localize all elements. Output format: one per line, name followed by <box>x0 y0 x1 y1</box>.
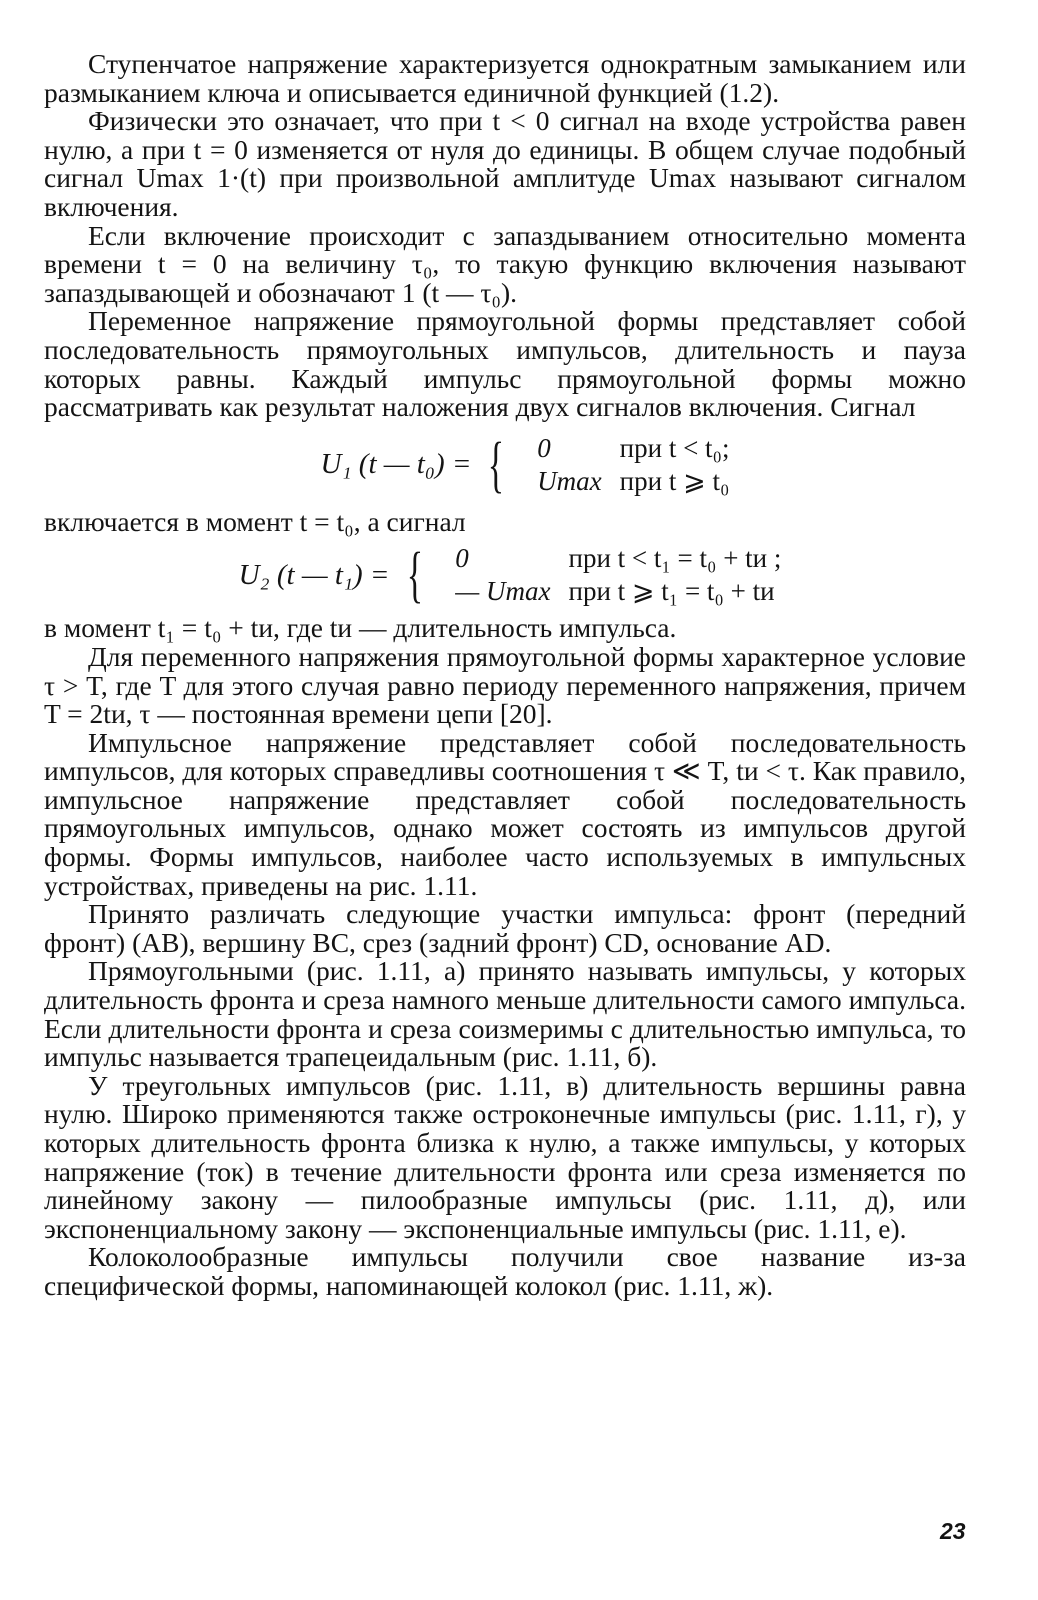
formula-lhs: U₁ (t — t₀) = <box>320 448 472 481</box>
case-condition: при t < t₀; <box>619 432 730 463</box>
formula-cases <box>517 433 729 497</box>
page-number: 23 <box>940 1518 966 1544</box>
formula-brace: { <box>406 541 423 610</box>
paragraph: включается в момент t = t₀, а сигнал <box>44 505 466 537</box>
page-body <box>44 50 966 1301</box>
paragraph: Импульсное напряжение представляет собой последовательность импульсов, для которых справедливы соотношения τ ≪ T, tи < τ. Как правило, импульсное напряжение представляет собой последовательность прямоугольных импульсов, однако может состоять из импульсов другой формы. Формы импульсов, наиболее часто используемых в импульсных устройствах, приведены на рис. 1.11. <box>44 726 966 901</box>
case-condition: при t ⩾ t₁ = t₀ + tи <box>568 576 775 607</box>
paragraph: Принято различать следующие участки импульса: фронт (передний фронт) (AB), вершину BC, срез (задний фронт) CD, основание AD. <box>44 898 966 958</box>
paragraph: в момент t₁ = t₀ + tи, где tи — длительность импульса. <box>44 612 677 644</box>
paragraph: Если включение происходит с запаздыванием относительно момента времени t = 0 на величину τ₀, то такую функцию включения называют запаздывающей и обозначают 1 (t — τ₀). <box>44 219 966 308</box>
formula-brace: { <box>488 430 505 499</box>
formula-cases <box>435 543 781 607</box>
case-value: 0 <box>455 543 469 574</box>
paragraph: Переменное напряжение прямоугольной формы представляет собой последовательность прямоугольных импульсов, длительность и пауза которых равны. Каждый импульс прямоугольной формы можно рассматривать как результат наложения двух сигналов включения. Сигнал <box>44 305 966 423</box>
case-condition: при t ⩾ t₀ <box>619 465 730 496</box>
formula-lhs: U₂ (t — t₁) = <box>238 559 390 592</box>
paragraph: Физически это означает, что при t < 0 сигнал на входе устройства равен нулю, а при t = 0 изменяется от нуля до единицы. В общем случае подобный сигнал Umax 1·(t) при произвольной амплитуде Umax называют сигналом включения. <box>44 105 966 222</box>
formula-u2 <box>44 540 966 610</box>
case-condition: при t < t₁ = t₀ + tи ; <box>568 543 782 574</box>
paragraph: Для переменного напряжения прямоугольной формы характерное условие τ > T, где T для этого случая равно периоду переменного напряжения, причем T = 2tи, τ — постоянная времени цепи [20]. <box>44 640 966 730</box>
paragraph: Колоколообразные импульсы получили свое название из-за специфической формы, напоминающей колокол (рис. 1.11, ж). <box>44 1241 966 1301</box>
paragraph: Ступенчатое напряжение характеризуется однократным замыканием или размыканием ключа и описывается единичной функцией (1.2). <box>44 48 966 108</box>
case-value: — Umax <box>455 576 551 607</box>
paragraph: У треугольных импульсов (рис. 1.11, в) длительность вершины равна нулю. Широко применяются также остроконечные импульсы (рис. 1.11, г), у которых длительность фронта близка к нулю, а также импульсы, у которых напряжение (ток) в течение длительности фронта или среза изменяется по линейному закону — пилообразные импульсы (рис. 1.11, д), или экспоненциальному закону — экспоненциальные импульсы (рис. 1.11, е). <box>44 1069 966 1244</box>
paragraph: Прямоугольными (рис. 1.11, а) принято называть импульсы, у которых длительность фронта и среза намного меньше длительности самого импульса. Если длительности фронта и среза соизмеримы с длительностью импульса, то импульс называется трапецеидальным (рис. 1.11, б). <box>44 955 966 1073</box>
case-value: 0 <box>537 432 551 463</box>
formula-u1 <box>44 426 966 504</box>
case-value: Umax <box>537 465 602 496</box>
